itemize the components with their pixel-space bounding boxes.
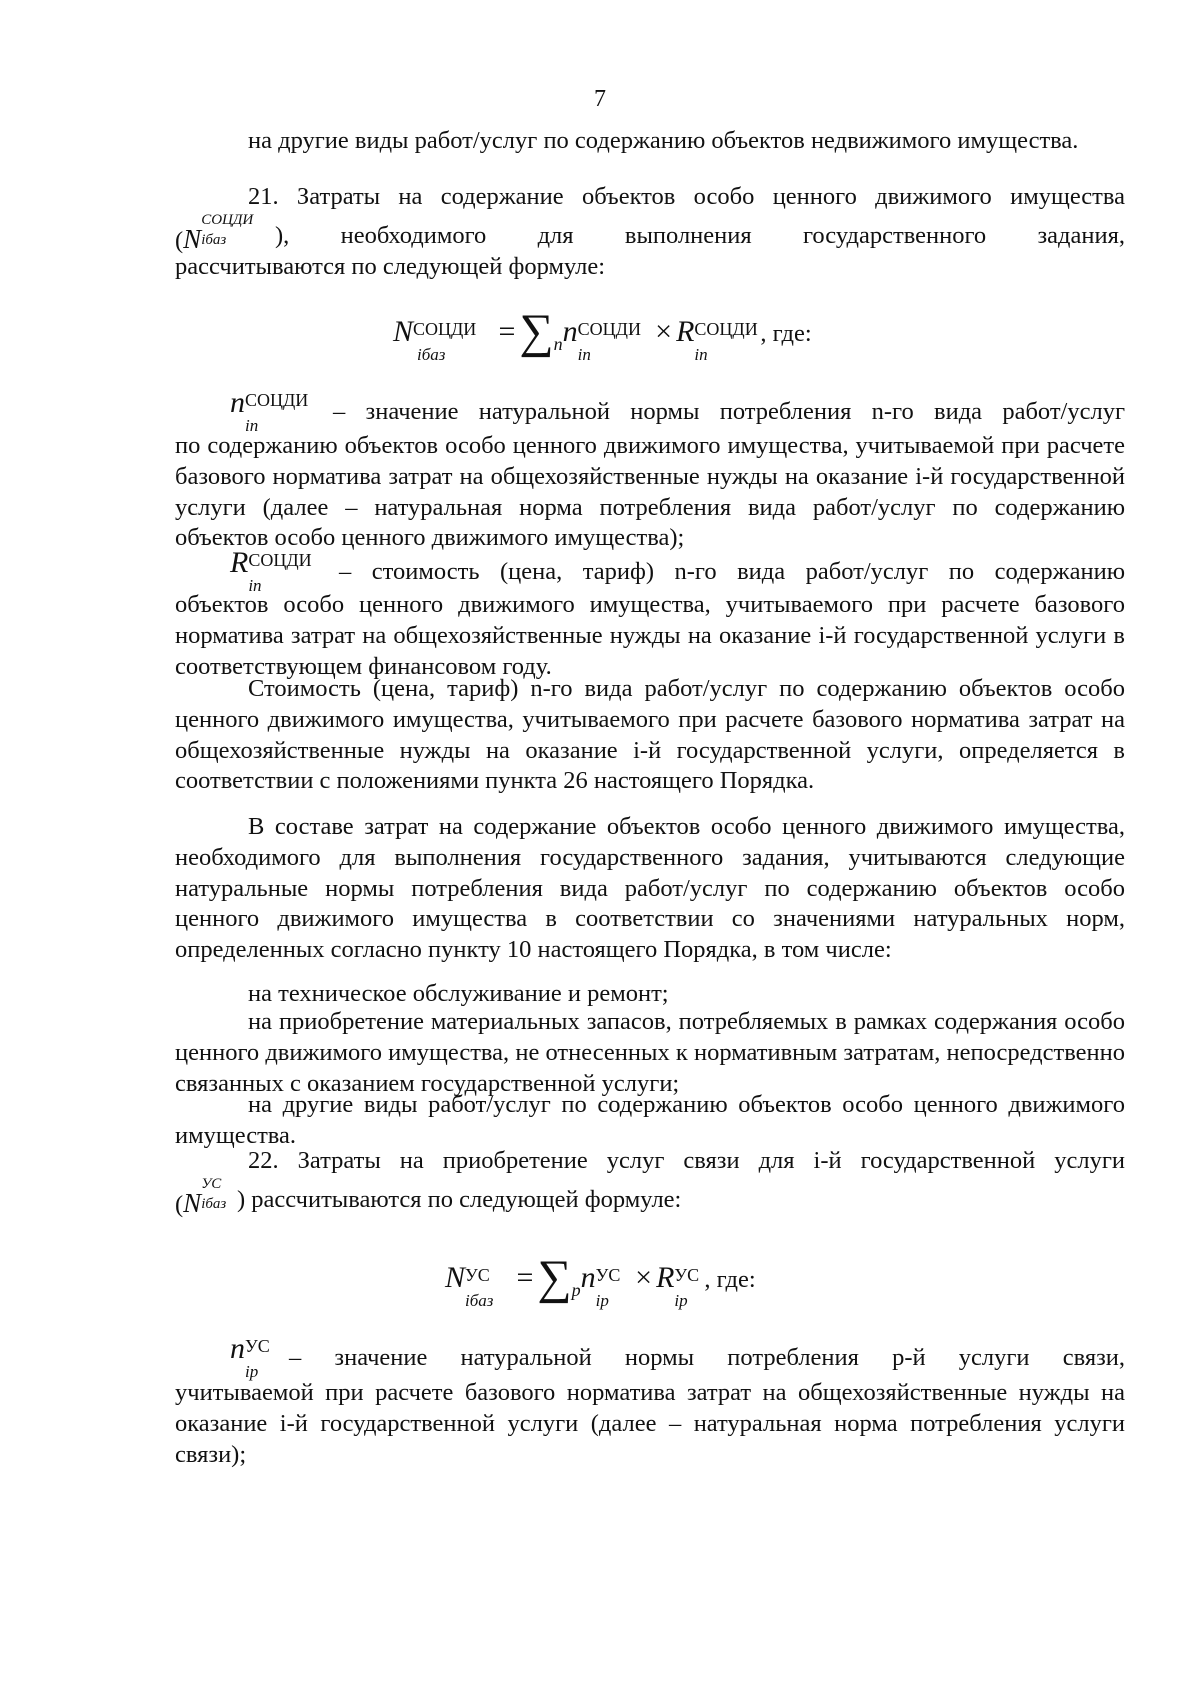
definition-n-us-continuation: учитываемой при расчете базового норматива затрат на общехозяйственные нужды на оказание i-й государственной услуги (далее – натуральная норма потребления услуги связи); <box>175 1379 1125 1468</box>
paragraph-materials: на приобретение материальных запасов, потребляемых в рамках содержания особо ценного движимого имущества, не отнесенных к нормативным затратам, непосредственно связанных с оказанием государственной услуги; <box>175 1008 1125 1097</box>
definition-n-us: n УС ip – значение натуральной нормы потребления p-й услуги связи, <box>230 1332 1125 1381</box>
definition-r-socdi: R СОЦДИ in – стоимость (цена, тариф) n-го вида работ/услуг по содержанию <box>230 546 1125 595</box>
page-number: 7 <box>594 86 606 112</box>
definition-n-socdi-text: – значение натуральной нормы потребления n-го вида работ/услуг <box>333 398 1125 425</box>
paragraph-22-line2-text: ) рассчитываются по следующей формуле: <box>237 1186 682 1213</box>
definition-r-socdi-continuation: объектов особо ценного движимого имущества, учитываемого при расчете базового норматива затрат на общехозяйственные нужды на оказание i-й государственной услуги в соответствующем финансовом году. <box>175 591 1125 680</box>
paragraph-21-line2: (N СОЦДИ iбаз ), необходимого для выполнения государственного задания, <box>175 212 1125 254</box>
paragraph-real-estate-other: на другие виды работ/услуг по содержанию объектов недвижимого имущества. <box>248 127 1079 154</box>
paragraph-21-line3: рассчитываются по следующей формуле: <box>175 253 606 280</box>
formula-socdi: N СОЦДИ iбаз $=\sum_nn$ СОЦДИ in × R СОЦДИ in , где: <box>393 305 812 364</box>
paragraph-22-line1: 22. Затраты на приобретение услуг связи для i-й государственной услуги <box>248 1147 1125 1174</box>
paragraph-tech-maintenance: на техническое обслуживание и ремонт; <box>248 980 669 1007</box>
paragraph-21-line1: 21. Затраты на содержание объектов особо ценного движимого имущества <box>248 183 1125 210</box>
definition-n-socdi: n СОЦДИ in – значение натуральной нормы потребления n-го вида работ/услуг <box>230 386 1125 435</box>
paragraph-other-movable: на другие виды работ/услуг по содержанию объектов особо ценного движимого имущества. <box>175 1091 1125 1149</box>
paragraph-composition: В составе затрат на содержание объектов особо ценного движимого имущества, необходимого для выполнения государственного задания, учитываются следующие натуральные нормы потребления вида работ/услуг по содержанию объектов особо ценного движимого имущества в соответствии со значениями натуральных норм, определенных согласно пункту 10 настоящего Порядка, в том числе: <box>175 813 1125 964</box>
paragraph-21-line2-text: ), необходимого для выполнения государственного задания, <box>275 222 1125 249</box>
definition-r-socdi-text: – стоимость (цена, тариф) n-го вида работ/услуг по содержанию <box>339 558 1125 585</box>
definition-n-socdi-continuation: по содержанию объектов особо ценного движимого имущества, учитываемой при расчете базового норматива затрат на общехозяйственные нужды на оказание i-й государственной услуги (далее – натуральная норма потребления вида работ/услуг по содержанию объектов особо ценного движимого имущества); <box>175 432 1125 552</box>
paragraph-22-line2: (N УС iбаз ) рассчитываются по следующей формуле: <box>175 1176 682 1218</box>
paragraph-cost: Стоимость (цена, тариф) n-го вида работ/услуг по содержанию объектов особо ценного движимого имущества, учитываемого при расчете базового норматива затрат на общехозяйственные нужды на оказание i-й государственной услуги, определяется в соответствии с положениями пункта 26 настоящего Порядка. <box>175 675 1125 795</box>
definition-n-us-text: – значение натуральной нормы потребления p-й услуги связи, <box>289 1344 1125 1371</box>
formula-us: N УС iбаз $=\sum_pn$ УС ip × R УС ip , где: <box>445 1251 756 1310</box>
